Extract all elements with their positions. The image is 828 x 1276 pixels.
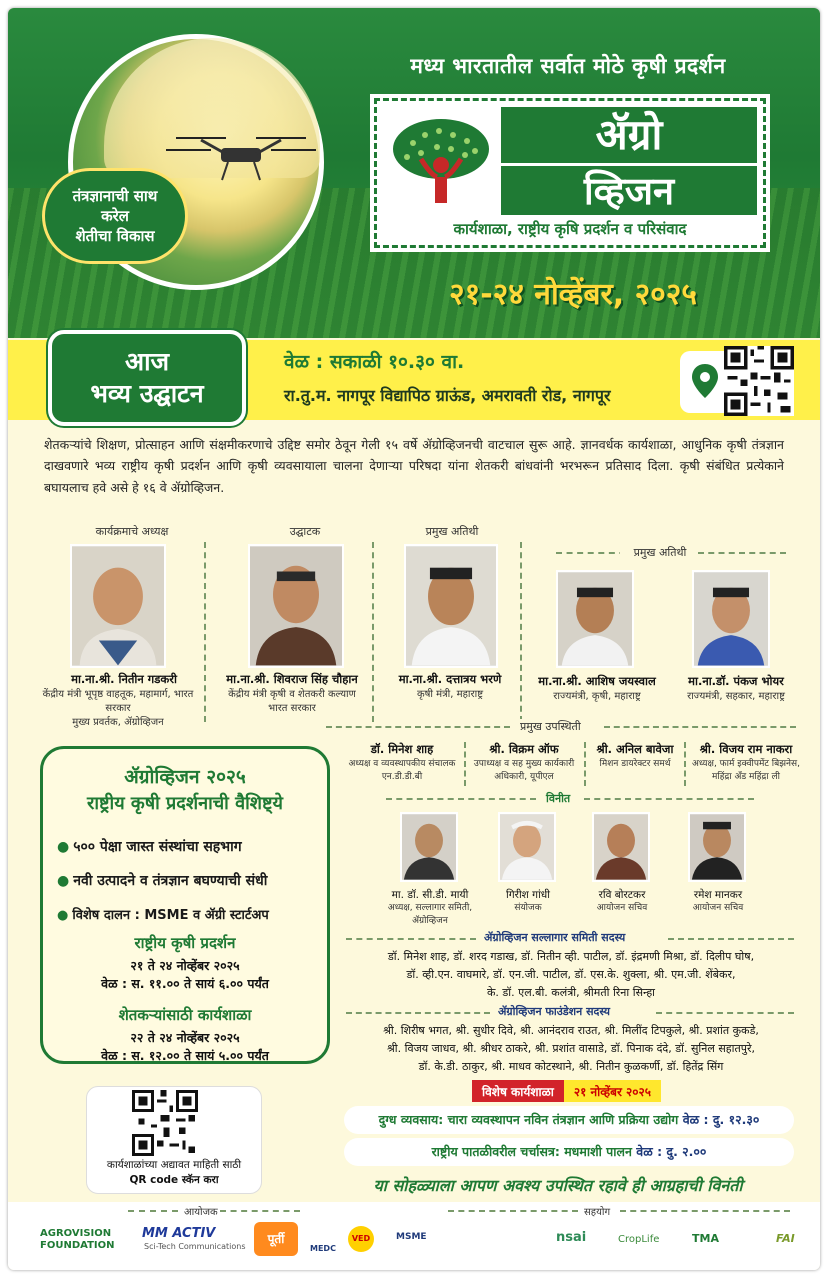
fai-logo: FAI [776, 1232, 795, 1245]
requester-name: रवि बोरटकर [598, 889, 646, 901]
requester-name: गिरीश गांधी [506, 889, 550, 901]
divider [372, 542, 374, 722]
presence-title: उपाध्यक्ष व सह मुख्य कार्यकारी अधिकारी, यूपीएल [473, 759, 575, 782]
badge-line-today: आज [124, 346, 170, 376]
guest-photo [70, 544, 166, 668]
tree-logo-icon [391, 115, 491, 205]
workshop-qr-code[interactable] [132, 1090, 198, 1156]
requester-name: रमेश मानकर [693, 889, 743, 901]
guest-name: मा.ना.डॉ. पंकज भोयर [688, 674, 784, 688]
guest-title: राज्यमंत्री, सहकार, महाराष्ट्र [687, 691, 785, 702]
requester-photo [400, 812, 458, 882]
guest-photo [248, 544, 344, 668]
qr-caption: कार्यशाळांच्या अद्यावत माहिती साठी QR code स्कॅन करा [106, 1159, 242, 1186]
foundation-title: ॲग्रोव्हिजन फाउंडेशन सदस्य [492, 1004, 616, 1019]
presence-name: श्री. विक्रम ऑफ [489, 742, 559, 756]
divider [698, 552, 786, 554]
role-inaugurator: उद्घाटक [289, 525, 321, 538]
supporters-label: सहयोग [584, 1207, 611, 1218]
guest-name: मा.ना.श्री. आशिष जयस्वाल [538, 674, 656, 688]
workshop-dates: २२ ते २४ नोव्हेंबर २०२५ [130, 1030, 240, 1045]
guest-name: मा.ना.श्री. शिवराज सिंह चौहान [226, 672, 358, 686]
logo-word-vision: व्हिजन [501, 163, 757, 215]
requester-photo [498, 812, 556, 882]
features-subtitle: राष्ट्रीय कृषी प्रदर्शनाची वैशिष्ट्ये [87, 793, 283, 814]
requester-name: मा. डॉ. सी.डी. मायी [391, 889, 469, 901]
divider [220, 1210, 300, 1212]
requester-title: अध्यक्ष, सल्लागार समिती, ॲग्रोव्हिजन [387, 903, 473, 926]
exhibition-time: वेळ : स. ११.०० ते सायं ६.०० पर्यंत [101, 976, 269, 991]
divider [656, 1012, 794, 1014]
venue-time: वेळ : सकाळी १०.३० वा. [284, 351, 465, 373]
divider [448, 1210, 578, 1212]
role-requester: विनीत [540, 791, 576, 806]
nsai-logo: nsai [556, 1230, 587, 1245]
logo-subtitle: कार्यशाळा, राष्ट्रीय कृषि प्रदर्शन व परिसंवाद [453, 220, 687, 238]
slogan-line: करेल [101, 206, 129, 225]
special-workshop-date: २१ नोव्हेंबर २०२५ [564, 1080, 661, 1102]
presence-title: अध्यक्ष, फार्म इक्वीपमेंट बिझनेस, महिंद्रा ॲंड महिंद्रा ली [692, 759, 800, 782]
ved-logo: VED [348, 1226, 374, 1252]
scitech-logo: Sci-Tech Communications [144, 1242, 246, 1251]
agrovision-logo [374, 98, 766, 248]
divider [386, 798, 536, 800]
role-chief-guest: प्रमुख अतिथी [425, 525, 479, 538]
event-dates: २१-२४ नोव्हेंबर, २०२५ [449, 277, 697, 312]
msme-logo: MSME [396, 1232, 427, 1242]
presence-name: डॉ. मिनेश शाह [370, 742, 434, 756]
invitation-appeal: या सोहळ्याला आपण अवश्य उपस्थित रहावे ही आग्रहाची विनंती [373, 1176, 743, 1195]
divider [604, 726, 796, 728]
divider [520, 542, 522, 722]
venue-place: रा.तु.म. नागपूर विद्यापिठ ग्राऊंड, अमरावती रोड, नागपूर [284, 386, 611, 405]
divider [346, 938, 476, 940]
workshop-title: शेतकऱ्यांसाठी कार्यशाळा [118, 1006, 252, 1024]
features-box [40, 746, 330, 1064]
intro-paragraph: शेतकऱ्यांचे शिक्षण, प्रोत्साहन आणि संक्षमीकरणाचे उद्दिष्ट समोर ठेवून गेली १५ वर्षे ॲग्रोव्हिजनची वाटचाल सुरू आहे. ज्ञानवर्धक कार्यशाळा, आधुनिक कृषी तंत्रज्ञान दाखवणारे भव्य राष्ट्रीय कृषी प्रदर्शन आणि कृषी व्यवसायाला चालना देणाऱ्या परिषदा यांना शेतकरी बांधवांनी भरभरून प्रतिसाद दिला. कृषी संबंधित प्रत्येकाने बघायलाच हवे असे हे १६ वे ॲग्रोव्हिजन. [44, 437, 784, 495]
workshop-row: राष्ट्रीय पातळीवरील चर्चासत्र: मधमाशी पालन वेळ : दु. २.०० [344, 1138, 794, 1166]
divider [620, 1210, 790, 1212]
inauguration-badge [48, 330, 246, 426]
drone-icon [166, 128, 316, 188]
role-chief-guests: प्रमुख अतिथी [620, 545, 700, 560]
tma-logo: TMA [692, 1232, 719, 1245]
exhibition-title: राष्ट्रीय कृषी प्रदर्शन [134, 934, 236, 952]
divider [584, 798, 754, 800]
requester-title: संयोजक [514, 903, 542, 913]
agrovision-foundation-logo: AGROVISION FOUNDATION [40, 1228, 115, 1251]
guest-title: केंद्रीय मंत्री भूपृष्ठ वाहतूक, महामार्ग, भारत सरकार मुख्य प्रवर्तक, ॲग्रोव्हिजन [42, 689, 194, 728]
divider [326, 726, 510, 728]
foundation-members: श्री. शिरीष भगत, श्री. सुधीर दिवे, श्री. आनंदराव राउत, श्री. मिलींद टिपकुले, श्री. प्रशांत कुकडे, श्री. विजय जाधव, श्री. श्रीधर ठाकरे, श्री. प्रशांत वासाडे, डॉ. पिनाक दंदे, डॉ. सुनिल सहातपुरे, डॉ. के.डी. ठाकुर, श्री. माधव कोटस्थाने, श्री. नितीन कुळकर्णी, डॉ. हितेंद्र सिंग [383, 1024, 759, 1074]
guest-name: मा.ना.श्री. दत्तात्रय भरणे [398, 672, 502, 686]
role-chair: कार्यक्रमाचे अध्यक्ष [95, 525, 169, 538]
guest-title: केंद्रीय मंत्री कृषी व शेतकरी कल्याण भारत सरकार [228, 689, 356, 714]
organizers-label: आयोजक [184, 1207, 218, 1218]
advisory-members: डॉ. मिनेश शाह, डॉ. शरद गडाख, डॉ. नितीन व्ही. पाटील, डॉ. इंद्रमणी मिश्रा, डॉ. दिलीप घोष, डॉ. व्ही.एन. वाघमारे, डॉ. एन.जी. पाटील, डॉ. एस.के. शुक्ला, श्री. एम.जी. शेंबेकर, के. डॉ. एल.बी. कलंत्री, श्रीमती रिना सिन्हा [387, 950, 755, 1000]
divider [346, 1012, 490, 1014]
croplife-logo: CropLife [618, 1234, 660, 1245]
slogan-badge [42, 168, 188, 264]
location-pin-icon [692, 364, 718, 398]
requester-title: आयोजन सचिव [596, 903, 648, 913]
feature-item: ● विशेष दालन : MSME व ॲग्री स्टार्टअप [57, 908, 269, 923]
special-workshop-label: विशेष कार्यशाळा [472, 1080, 564, 1102]
guest-photo [556, 570, 634, 668]
feature-item: ● नवी उत्पादने व तंत्रज्ञान बघण्याची संधी [57, 873, 268, 889]
slogan-line: तंत्रज्ञानाची साथ [72, 186, 158, 205]
features-title: ॲग्रोव्हिजन २०२५ [124, 766, 246, 788]
workshop-time: वेळ : स. १२.०० ते सायं ५.०० पर्यंत [101, 1048, 269, 1063]
role-presence: प्रमुख उपस्थिती [514, 719, 587, 734]
presence-title: अध्यक्ष व व्यवस्थापकीय संचालक एन.डी.डी.बी [348, 759, 456, 782]
special-workshop-tag [472, 1080, 661, 1102]
location-qr-code[interactable] [724, 346, 794, 416]
requester-photo [592, 812, 650, 882]
slogan-line: शेतीचा विकास [75, 227, 155, 246]
exhibition-dates: २१ ते २४ नोव्हेंबर २०२५ [130, 958, 240, 973]
divider [128, 1210, 178, 1212]
badge-line-inauguration: भव्य उद्घाटन [90, 379, 204, 408]
advisory-title: ॲग्रोव्हिजन सल्लागार समिती सदस्य [478, 930, 631, 945]
divider [668, 938, 794, 940]
guest-title: राज्यमंत्री, कृषी, महाराष्ट्र [553, 691, 641, 702]
logo-word-agro: ॲग्रो [501, 107, 757, 163]
presence-title: मिशन डायरेक्टर समर्थ [599, 759, 671, 769]
presence-name: श्री. अनिल बावेजा [596, 742, 674, 756]
guest-photo [692, 570, 770, 668]
medc-logo: MEDC [310, 1244, 336, 1253]
top-tagline: मध्य भारतातील सर्वात मोठे कृषी प्रदर्शन [410, 54, 726, 78]
purti-logo: पूर्ती [254, 1222, 298, 1256]
requester-photo [688, 812, 746, 882]
presence-name: श्री. विजय राम नाकरा [699, 742, 793, 756]
feature-item: ● ५०० पेक्षा जास्त संस्थांचा सहभाग [57, 839, 242, 855]
requester-title: आयोजन सचिव [692, 903, 744, 913]
guest-title: कृषी मंत्री, महाराष्ट्र [416, 689, 484, 700]
guest-photo [404, 544, 498, 668]
workshop-row: दुग्ध व्यवसाय: चारा व्यवस्थापन नविन तंत्रज्ञान आणि प्रक्रिया उद्योग वेळ : दु. १२.३० [344, 1106, 794, 1134]
poster [8, 8, 820, 1270]
mm-activ-logo: MM ACTIV [142, 1226, 216, 1241]
guest-name: मा.ना.श्री. नितीन गडकरी [71, 672, 177, 686]
